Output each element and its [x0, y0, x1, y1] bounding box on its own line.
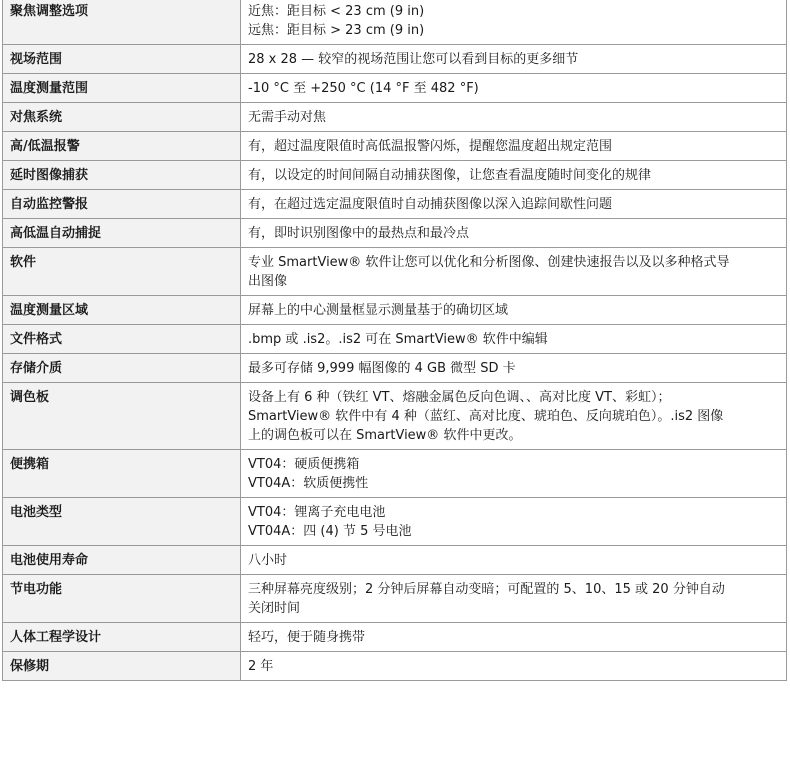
- spec-value-line: 无需手动对焦: [248, 110, 327, 125]
- spec-label: 电池类型: [3, 498, 241, 546]
- spec-value-line: VT04：硬质便携箱: [248, 457, 360, 472]
- spec-value-line: 专业 SmartView® 软件让您可以优化和分析图像、创建快速报告以及以多种格式导: [248, 255, 730, 270]
- spec-value-line: 轻巧，便于随身携带: [248, 630, 366, 645]
- spec-row: [3, 219, 787, 248]
- spec-value-line: 八小时: [248, 553, 288, 568]
- spec-value-line: 设备上有 6 种（铁红 VT、熔融金属色反向色调、、高对比度 VT、彩虹）；: [248, 390, 671, 405]
- spec-row: [3, 132, 787, 161]
- spec-label: 视场范围: [3, 45, 241, 74]
- spec-label: 电池使用寿命: [3, 546, 241, 575]
- spec-row: [3, 325, 787, 354]
- spec-label: 高低温自动捕捉: [3, 219, 241, 248]
- spec-value: [241, 74, 787, 103]
- spec-label: 温度测量范围: [3, 74, 241, 103]
- spec-value-line: 最多可存储 9,999 幅图像的 4 GB 微型 SD 卡: [248, 361, 516, 376]
- spec-label: 软件: [3, 248, 241, 296]
- spec-label: 高/低温报警: [3, 132, 241, 161]
- spec-value-line: 屏幕上的中心测量框显示测量基于的确切区域: [248, 303, 509, 318]
- spec-value-line: 2 年: [248, 659, 274, 674]
- spec-row: [3, 383, 787, 450]
- spec-value-line: 有，超过温度限值时高低温报警闪烁，提醒您温度超出规定范围: [248, 139, 613, 154]
- spec-label: 便携箱: [3, 450, 241, 498]
- spec-value: [241, 132, 787, 161]
- spec-value: [241, 450, 787, 498]
- spec-table: [2, 0, 787, 681]
- spec-row: [3, 0, 787, 45]
- spec-value-line: 上的调色板可以在 SmartView® 软件中更改。: [248, 428, 522, 443]
- spec-value-line: 近焦：距目标 < 23 cm (9 in): [248, 4, 425, 19]
- spec-value-line: 出图像: [248, 274, 288, 289]
- spec-row: [3, 296, 787, 325]
- spec-row: [3, 623, 787, 652]
- spec-value-line: 三种屏幕亮度级别；2 分钟后屏幕自动变暗；可配置的 5、10、15 或 20 分钟自动: [248, 582, 725, 597]
- spec-value: [241, 103, 787, 132]
- spec-value-line: 有，即时识别图像中的最热点和最冷点: [248, 226, 470, 241]
- spec-value: [241, 652, 787, 681]
- spec-value: [241, 161, 787, 190]
- spec-row: [3, 74, 787, 103]
- spec-value-line: SmartView® 软件中有 4 种（蓝红、高对比度、琥珀色、反向琥珀色）。.is2 图像: [248, 409, 724, 424]
- spec-row: [3, 161, 787, 190]
- spec-value-line: VT04A：软质便携性: [248, 476, 369, 491]
- spec-value: [241, 383, 787, 450]
- spec-label: 人体工程学设计: [3, 623, 241, 652]
- spec-value-line: -10 °C 至 +250 °C (14 °F 至 482 °F): [248, 81, 479, 96]
- spec-row: [3, 103, 787, 132]
- spec-row: [3, 546, 787, 575]
- spec-label: 自动监控警报: [3, 190, 241, 219]
- spec-label: 调色板: [3, 383, 241, 450]
- spec-value: [241, 354, 787, 383]
- spec-value-line: 有，以设定的时间间隔自动捕获图像，让您查看温度随时间变化的规律: [248, 168, 652, 183]
- spec-label: 聚焦调整选项: [3, 0, 241, 45]
- spec-label: 文件格式: [3, 325, 241, 354]
- spec-value: [241, 45, 787, 74]
- spec-row: [3, 450, 787, 498]
- spec-label: 延时图像捕获: [3, 161, 241, 190]
- spec-row: [3, 45, 787, 74]
- spec-value-line: .bmp 或 .is2。.is2 可在 SmartView® 软件中编辑: [248, 332, 548, 347]
- spec-value: [241, 498, 787, 546]
- spec-row: [3, 575, 787, 623]
- spec-row: [3, 354, 787, 383]
- spec-value-line: 有，在超过选定温度限值时自动捕获图像以深入追踪间歇性问题: [248, 197, 613, 212]
- spec-label: 保修期: [3, 652, 241, 681]
- spec-row: [3, 498, 787, 546]
- spec-value-line: 远焦：距目标 > 23 cm (9 in): [248, 23, 425, 38]
- spec-value-line: VT04A：四 (4) 节 5 号电池: [248, 524, 412, 539]
- spec-row: [3, 248, 787, 296]
- spec-value-line: 28 x 28 — 较窄的视场范围让您可以看到目标的更多细节: [248, 52, 579, 67]
- spec-value: [241, 296, 787, 325]
- spec-value-line: 关闭时间: [248, 601, 301, 616]
- spec-value: [241, 248, 787, 296]
- spec-row: [3, 190, 787, 219]
- spec-value-line: VT04：锂离子充电电池: [248, 505, 386, 520]
- spec-value: [241, 219, 787, 248]
- spec-value: [241, 575, 787, 623]
- spec-row: [3, 652, 787, 681]
- spec-label: 节电功能: [3, 575, 241, 623]
- spec-value: [241, 0, 787, 45]
- spec-table-body: [3, 0, 787, 681]
- spec-value: [241, 325, 787, 354]
- spec-value: [241, 546, 787, 575]
- spec-label: 存储介质: [3, 354, 241, 383]
- spec-label: 对焦系统: [3, 103, 241, 132]
- spec-value: [241, 190, 787, 219]
- spec-value: [241, 623, 787, 652]
- spec-label: 温度测量区域: [3, 296, 241, 325]
